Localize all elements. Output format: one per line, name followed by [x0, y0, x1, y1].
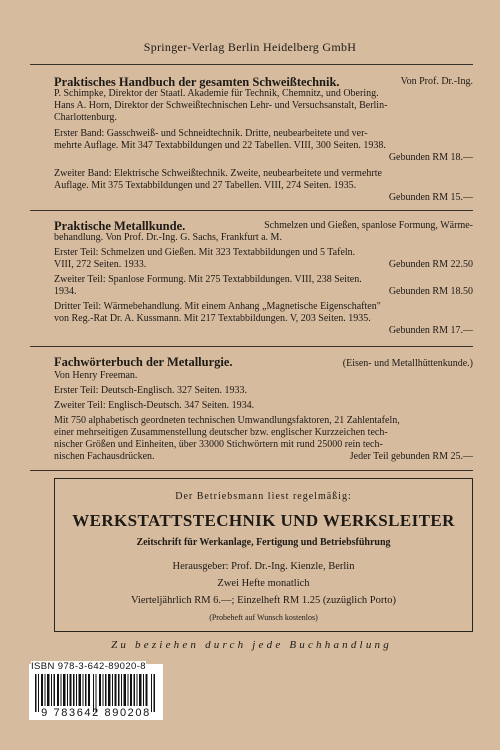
volume-line: Auflage. Mit 375 Textabbildungen und 27 Tabellen. VIII, 274 Seiten. 1935.: [54, 180, 357, 191]
journal-frequency: Zwei Hefte monatlich: [217, 578, 310, 589]
volume-line: Erster Band: Gasschweiß- und Schneidtechnik. Dritte, neubearbeitete und ver-: [54, 128, 368, 139]
price: Gebunden RM 17.—: [388, 325, 473, 336]
part-line: VIII, 272 Seiten. 1933.: [54, 259, 147, 270]
author-line: Hans A. Horn, Direktor der Schweißtechnischen Lehr- und Versuchsanstalt, Berlin-: [54, 100, 388, 111]
journal-price: Vierteljährlich RM 6.—; Einzelheft RM 1.25 (zuzüglich Porto): [130, 595, 397, 606]
author-line: P. Schimpke, Direktor der Staatl. Akademie für Technik, Chemnitz, und Obering.: [54, 88, 379, 99]
book-description: nischer Größen und Einheiten, über 33000 Stichwörtern mit rund 25000 rein tech-: [54, 439, 383, 450]
author-label: Von Prof. Dr.-Ing.: [400, 76, 473, 87]
book-description: behandlung. Von Prof. Dr.-Ing. G. Sachs, Frankfurt a. M.: [54, 232, 282, 243]
part-line: von Reg.-Rat Dr. A. Kussmann. Mit 217 Textabbildungen. V, 203 Seiten. 1935.: [54, 313, 371, 324]
book-subtitle: (Eisen- und Metallhüttenkunde.): [342, 358, 473, 369]
section-divider: [30, 470, 473, 471]
book-description: nischen Fachausdrücken.: [54, 451, 155, 462]
box-intro: Der Betriebsmann liest regelmäßig:: [175, 491, 352, 502]
book-entry-schweisstechnik: [54, 76, 473, 204]
publisher-name: Springer-Verlag Berlin Heidelberg GmbH: [143, 40, 357, 54]
price: Gebunden RM 22.50: [388, 259, 473, 270]
sample-note: (Probeheft auf Wunsch kostenlos): [209, 613, 318, 622]
footer-note: Zu beziehen durch jede Buchhandlung: [111, 639, 392, 651]
section-divider: [30, 346, 473, 347]
book-title: Fachwörterbuch der Metallurgie.: [54, 355, 233, 369]
price: Gebunden RM 18.50: [388, 286, 473, 297]
barcode-digits: 9 783642 890208: [41, 707, 151, 719]
part-line: Dritter Teil: Wärmebehandlung. Mit einem Anhang „Magnetische Eigenschaften": [54, 301, 381, 312]
author-line: Von Henry Freeman.: [54, 370, 138, 381]
book-description: Schmelzen und Gießen, spanlose Formung, Wärme-: [264, 220, 473, 231]
book-title: Praktische Metallkunde.: [54, 219, 186, 233]
part-line: 1934.: [54, 286, 77, 297]
book-description: einer mehrseitigen Zusammenstellung deutscher bzw. englischer Kurzzeichen tech-: [54, 427, 388, 438]
isbn-label: ISBN 978-3-642-89020-8: [31, 661, 146, 672]
journal-advertisement-box: [54, 478, 473, 632]
part-line: Erster Teil: Deutsch-Englisch. 327 Seiten. 1933.: [54, 385, 247, 396]
journal-subtitle: Zeitschrift für Werkanlage, Fertigung und Betriebsführung: [136, 537, 391, 548]
part-line: Zweiter Teil: Spanlose Formung. Mit 275 Textabbildungen. VIII, 238 Seiten.: [54, 274, 362, 285]
price: Jeder Teil gebunden RM 25.—: [349, 451, 473, 462]
book-entry-metallkunde: [54, 220, 473, 337]
volume-line: mehrte Auflage. Mit 347 Textabbildungen und 22 Tabellen. VIII, 300 Seiten. 1938.: [54, 140, 386, 151]
top-rule: [30, 64, 473, 65]
journal-editor: Herausgeber: Prof. Dr.-Ing. Kienzle, Berlin: [172, 561, 355, 572]
book-entry-fachwoerterbuch: [54, 356, 473, 463]
author-line: Charlottenburg.: [54, 112, 117, 123]
price: Gebunden RM 15.—: [388, 192, 473, 203]
book-description: Mit 750 alphabetisch geordneten technischen Umwandlungsfaktoren, 21 Zahlentafeln,: [54, 415, 400, 426]
book-title: Praktisches Handbuch der gesamten Schweißtechnik.: [54, 75, 340, 89]
volume-line: Zweiter Band: Elektrische Schweißtechnik. Zweite, neubearbeitete und vermehrte: [54, 168, 382, 179]
part-line: Erster Teil: Schmelzen und Gießen. Mit 323 Textabbildungen und 5 Tafeln.: [54, 247, 356, 258]
journal-title: WERKSTATTSTECHNIK UND WERKSLEITER: [72, 511, 455, 530]
part-line: Zweiter Teil: Englisch-Deutsch. 347 Seiten. 1934.: [54, 400, 255, 411]
section-divider: [30, 210, 473, 211]
price: Gebunden RM 18.—: [388, 152, 473, 163]
